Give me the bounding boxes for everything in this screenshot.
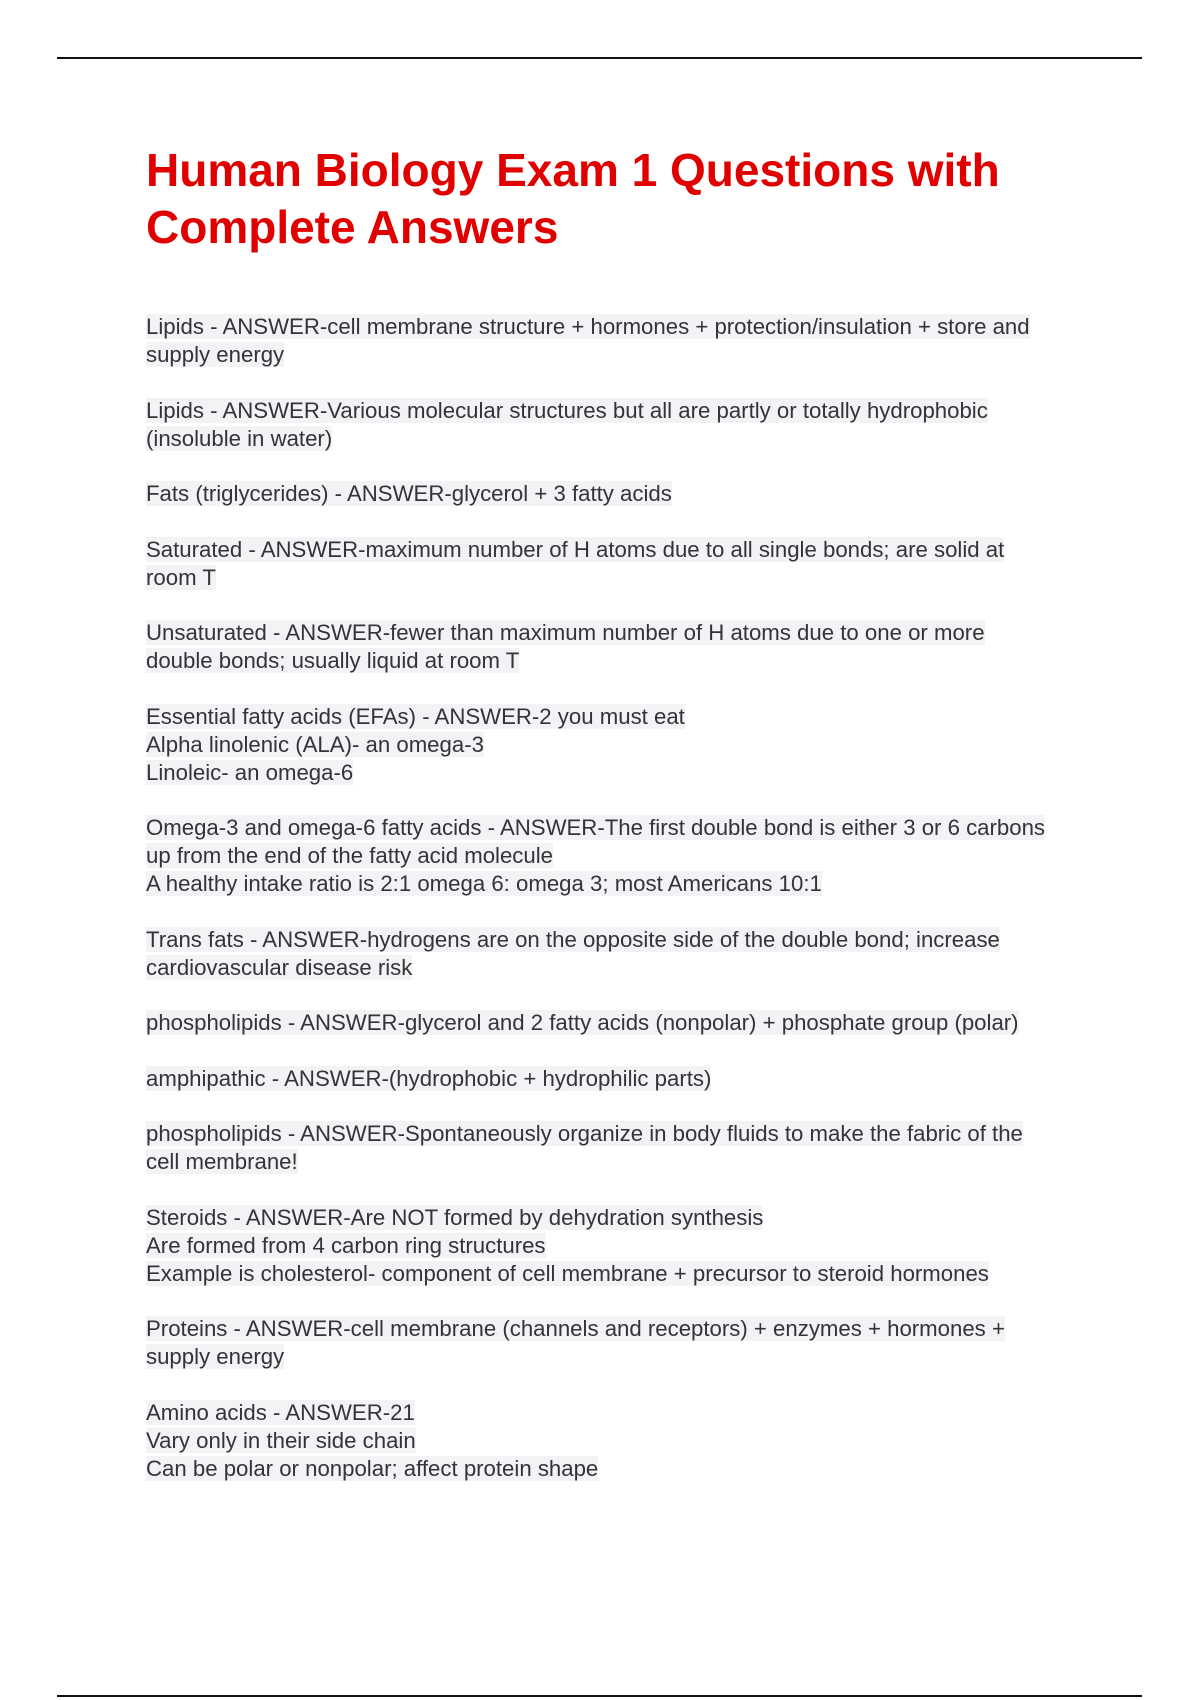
qa-line bbox=[146, 397, 1046, 453]
qa-line-text: amphipathic - ANSWER-(hydrophobic + hydrophilic parts) bbox=[146, 1065, 712, 1091]
qa-line-text: Trans fats - ANSWER-hydrogens are on the opposite side of the double bond; increase cardiovascular disease risk bbox=[146, 926, 1000, 980]
qa-entry bbox=[146, 1009, 1046, 1037]
qa-line bbox=[146, 619, 1046, 675]
qa-line-text: Saturated - ANSWER-maximum number of H atoms due to all single bonds; are solid at room T bbox=[146, 536, 1005, 590]
qa-line-text: Can be polar or nonpolar; affect protein shape bbox=[146, 1455, 599, 1481]
qa-line bbox=[146, 1399, 1046, 1427]
qa-line-text: Linoleic- an omega-6 bbox=[146, 759, 354, 785]
qa-entry bbox=[146, 1204, 1046, 1288]
qa-line-text: Omega-3 and omega-6 fatty acids - ANSWER-The first double bond is either 3 or 6 carbons up from the end of the fatty acid molecule bbox=[146, 815, 1046, 868]
qa-line-text: Amino acids - ANSWER-21 bbox=[146, 1399, 415, 1425]
qa-line-text: Lipids - ANSWER-Various molecular structures but all are partly or totally hydrophobic (insoluble in water) bbox=[146, 397, 988, 451]
qa-line-text: Fats (triglycerides) - ANSWER-glycerol + 3 fatty acids bbox=[146, 481, 672, 506]
qa-line-text: Unsaturated - ANSWER-fewer than maximum number of H atoms due to one or more double bonds; usually liquid at room T bbox=[146, 620, 985, 673]
qa-entry bbox=[146, 1065, 1046, 1093]
qa-line bbox=[146, 870, 1046, 898]
qa-line-text: Steroids - ANSWER-Are NOT formed by dehydration synthesis bbox=[146, 1204, 764, 1230]
qa-entry bbox=[146, 1120, 1046, 1176]
qa-entry bbox=[146, 814, 1046, 898]
qa-entry bbox=[146, 1315, 1046, 1371]
qa-line bbox=[146, 926, 1046, 982]
qa-line-text: Example is cholesterol- component of cell membrane + precursor to steroid hormones bbox=[146, 1260, 989, 1286]
qa-line bbox=[146, 1232, 1046, 1260]
qa-line-text: Essential fatty acids (EFAs) - ANSWER-2 you must eat bbox=[146, 703, 685, 729]
document-title: Human Biology Exam 1 Questions with Complete Answers bbox=[146, 144, 1000, 253]
qa-line-text: Vary only in their side chain bbox=[146, 1427, 416, 1453]
qa-line-text: phospholipids - ANSWER-glycerol and 2 fatty acids (nonpolar) + phosphate group (polar) bbox=[146, 1010, 1019, 1035]
header-rule bbox=[57, 57, 1142, 59]
qa-line bbox=[146, 313, 1046, 369]
qa-entry bbox=[146, 703, 1046, 787]
qa-line bbox=[146, 1315, 1046, 1371]
qa-line bbox=[146, 480, 1046, 508]
qa-line-text: Proteins - ANSWER-cell membrane (channels and receptors) + enzymes + hormones + supply energy bbox=[146, 1316, 1005, 1369]
qa-line bbox=[146, 814, 1046, 870]
qa-line bbox=[146, 1260, 1046, 1288]
qa-line bbox=[146, 1009, 1046, 1037]
qa-line bbox=[146, 536, 1046, 592]
footer-rule bbox=[57, 1695, 1142, 1697]
qa-line bbox=[146, 1120, 1046, 1176]
qa-entry bbox=[146, 926, 1046, 982]
qa-line bbox=[146, 759, 1046, 787]
qa-entry bbox=[146, 313, 1046, 369]
qa-line-text: Lipids - ANSWER-cell membrane structure + hormones + protection/insulation + store and supply energy bbox=[146, 314, 1030, 367]
qa-line bbox=[146, 1427, 1046, 1455]
qa-line bbox=[146, 1455, 1046, 1483]
qa-list bbox=[146, 313, 1046, 1510]
qa-line-text: phospholipids - ANSWER-Spontaneously organize in body fluids to make the fabric of the cell membrane! bbox=[146, 1121, 1023, 1174]
qa-entry bbox=[146, 619, 1046, 675]
qa-line bbox=[146, 1204, 1046, 1232]
qa-entry bbox=[146, 397, 1046, 453]
qa-entry bbox=[146, 1399, 1046, 1483]
qa-line-text: Alpha linolenic (ALA)- an omega-3 bbox=[146, 731, 484, 757]
qa-line-text: A healthy intake ratio is 2:1 omega 6: omega 3; most Americans 10:1 bbox=[146, 871, 822, 896]
qa-line-text: Are formed from 4 carbon ring structures bbox=[146, 1232, 546, 1258]
qa-line bbox=[146, 703, 1046, 731]
qa-entry bbox=[146, 536, 1046, 592]
qa-line bbox=[146, 1065, 1046, 1093]
qa-entry bbox=[146, 480, 1046, 508]
qa-line bbox=[146, 731, 1046, 759]
